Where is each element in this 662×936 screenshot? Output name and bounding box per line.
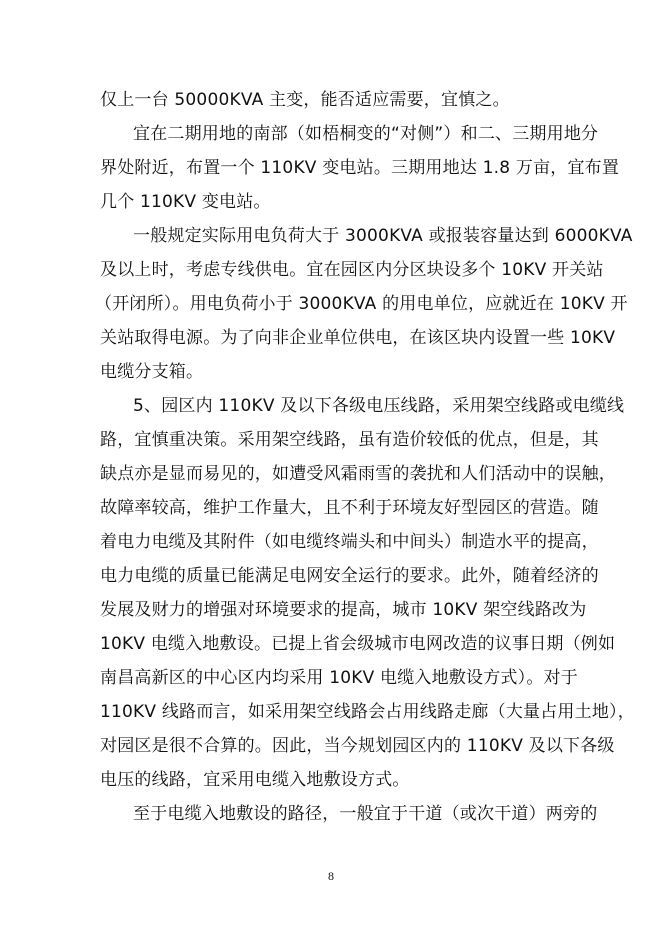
- text-line: 110KV 线路而言，如采用架空线路会占用线路走廊（大量占用土地），: [100, 702, 635, 722]
- text-line: 发展及财力的增强对环境要求的提高，城市 10KV 架空线路改为: [100, 600, 587, 620]
- text-line: 路，宜慎重决策。采用架空线路，虽有造价较低的优点，但是，其: [100, 430, 599, 450]
- paragraph-start-line: 5、园区内 110KV 及以下各级电压线路，采用架空线路或电缆线: [133, 396, 625, 416]
- text-line: 着电力电缆及其附件（如电缆终端头和中间头）制造水平的提高，: [100, 532, 599, 552]
- paragraph-start-line: 宜在二期用地的南部（如梧桐变的“对侧”）和二、三期用地分: [133, 124, 599, 144]
- text-line: 界处附近，布置一个 110KV 变电站。三期用地达 1.8 万亩，宜布置: [100, 158, 620, 178]
- text-line: 缺点亦是显而易见的，如遭受风霜雨雪的袭扰和人们活动中的误触，: [100, 464, 616, 484]
- text-line: 电力电缆的质量已能满足电网安全运行的要求。此外，随着经济的: [100, 566, 599, 586]
- paragraph-start-line: 至于电缆入地敷设的路径，一般宜于干道（或次干道）两旁的: [133, 804, 598, 824]
- text-line: （开闭所）。用电负荷小于 3000KVA 的用电单位，应就近在 10KV 开: [95, 294, 628, 314]
- paragraph-start-line: 一般规定实际用电负荷大于 3000KVA 或报装容量达到 6000KVA: [133, 226, 633, 246]
- text-line: 仅上一台 50000KVA 主变，能否适应需要，宜慎之。: [100, 90, 510, 110]
- text-line: 故障率较高，维护工作量大，且不利于环境友好型园区的营造。随: [100, 498, 599, 518]
- text-line: 电缆分支箱。: [100, 362, 204, 382]
- text-line: 关站取得电源。为了向非企业单位供电，在该区块内设置一些 10KV: [100, 328, 616, 348]
- text-line: 南昌高新区的中心区内均采用 10KV 电缆入地敷设方式）。对于: [100, 668, 578, 688]
- text-line: 几个 110KV 变电站。: [100, 192, 271, 212]
- text-line: 对园区是很不合算的。因此，当今规划园区内的 110KV 及以下各级: [100, 736, 615, 756]
- text-line: 电压的线路，宜采用电缆入地敷设方式。: [100, 770, 410, 790]
- text-line: 及以上时，考虑专线供电。宜在园区内分区块设多个 10KV 开关站: [100, 260, 604, 280]
- text-line: 10KV 电缆入地敷设。已提上省会级城市电网改造的议事日期（例如: [100, 634, 616, 654]
- page-number: 8: [328, 869, 334, 883]
